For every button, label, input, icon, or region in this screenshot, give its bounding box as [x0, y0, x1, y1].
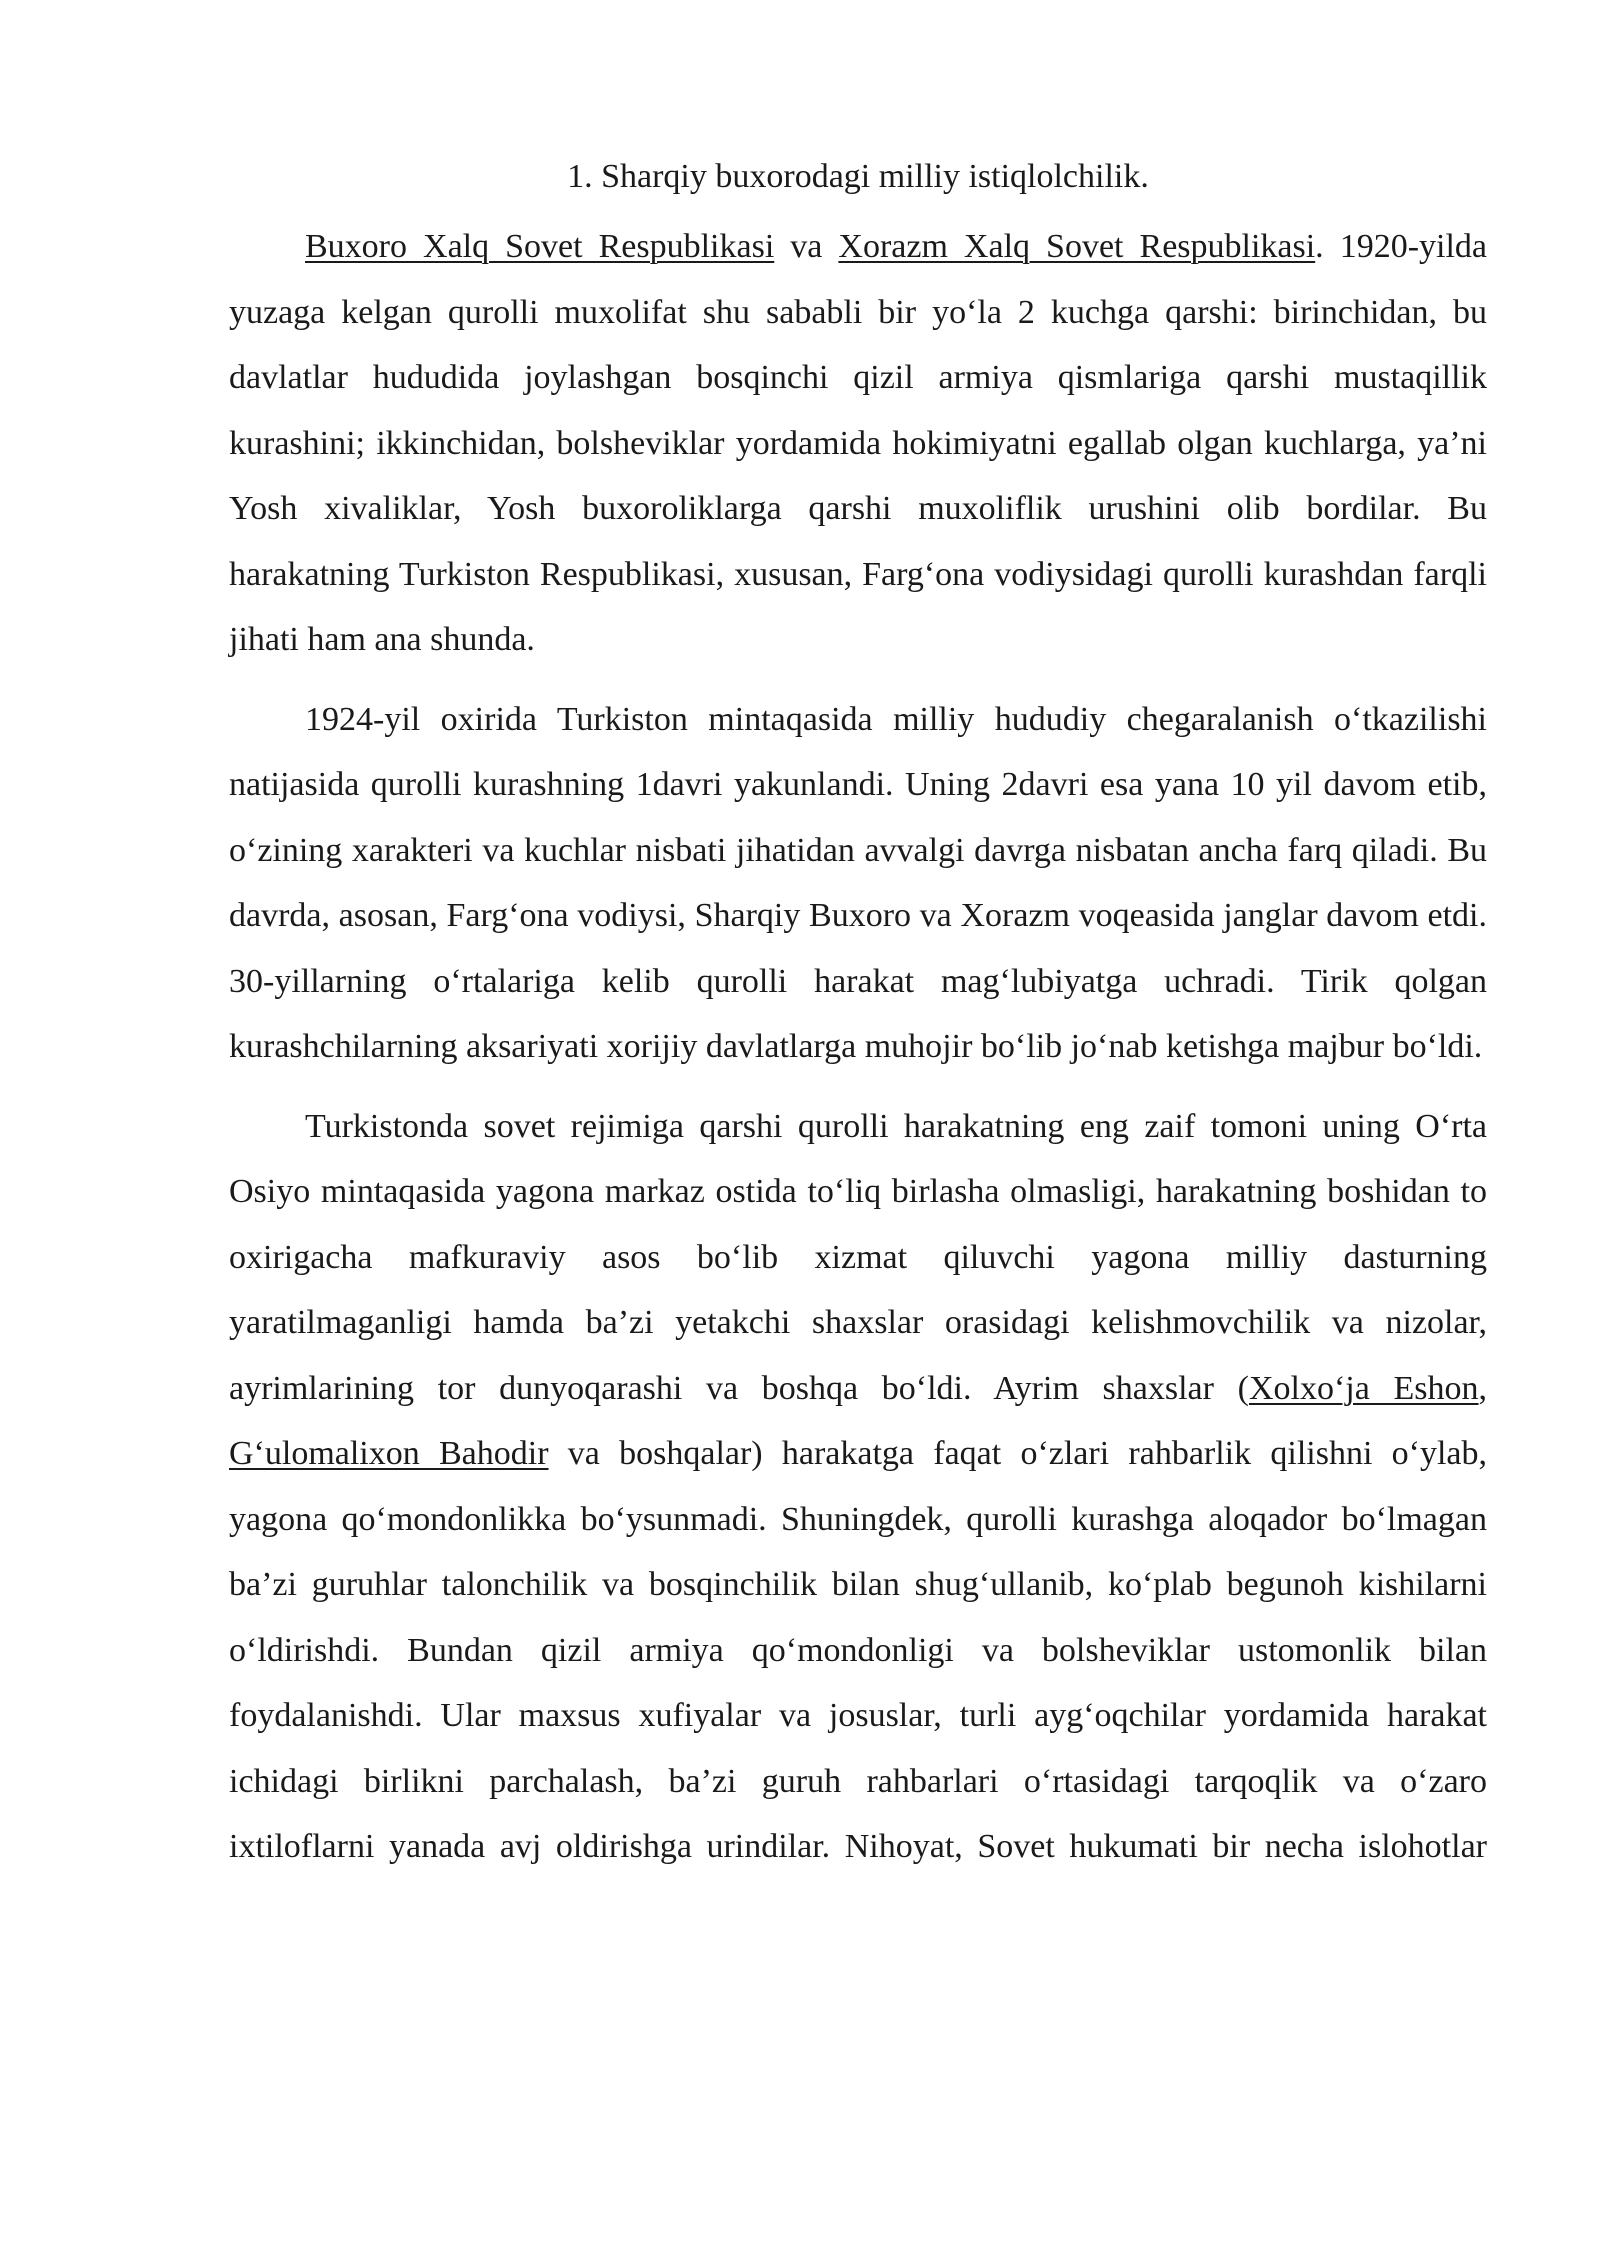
link-buxoro-republic[interactable]: Buxoro Xalq Sovet Respublikasi [305, 228, 775, 265]
document-page [229, 148, 1487, 1894]
paragraph-3 [229, 1094, 1487, 1880]
section-heading: 1. Sharqiy buxorodagi milliy istiqlolchilik. [567, 158, 1149, 195]
paragraph-3-text-b: , [1478, 1369, 1487, 1407]
paragraph-1-text-a: va [774, 228, 839, 265]
paragraph-2: 1924-yil oxirida Turkiston mintaqasida milliy hududiy chegaralanish o‘tkazilishi natijasida qurolli kurashning 1davri yakunlandi. Uning 2davri esa yana 10 yil davom etib, o‘zining xarakteri va kuchlar nisbati jihatidan avvalgi davrga nisbatan ancha farq qiladi. Bu davrda, asosan, Farg‘ona vodiysi, Sharqiy Buxoro va Xorazm voqeasida janglar davom etdi. 30-yillarning o‘rtalariga kelib qurolli harakat mag‘lubiyatga uchradi. Tirik qolgan kurashchilarning aksariyati xorijiy davlatlarga muhojir bo‘lib jo‘nab ketishga majbur bo‘ldi. [229, 700, 1487, 1065]
paragraph-3-text-c: va boshqalar) harakatga faqat o‘zlari rahbarlik qilishni o‘ylab, yagona qo‘mondonlikka bo‘ysunmadi. Shuningdek, qurolli kurashga aloqador bo‘lmagan ba’zi guruhlar talonchilik va bosqinchilik bilan shug‘ullanib, ko‘plab begunoh kishilarni o‘ldirishdi. Bundan qizil armiya qo‘mondonligi va bolsheviklar ustomonlik bilan foydalanishdi. Ular maxsus xufiyalar va josuslar, turli ayg‘oqchilar yordamida harakat ichidagi birlikni parchalash, ba’zi guruh rahbarlari o‘rtasidagi tarqoqlik va o‘zaro ixtiloflarni yanada avj oldirishga urindilar. Nihoyat, Sovet hukumati bir necha islohotlar [229, 1435, 1487, 1865]
link-xolxoja-eshon[interactable]: Xolxo‘ja Eshon [1248, 1369, 1479, 1407]
link-gulomalixon-bahodir[interactable]: G‘ulomalixon Bahodir [229, 1435, 549, 1472]
paragraph-3-text-a: Turkistonda sovet rejimiga qarshi qurolli harakatning eng zaif tomoni uning O‘rta Osiyo mintaqasida yagona markaz ostida to‘liq birlasha olmasligi, harakatning boshidan to oxirigacha mafkuraviy asos bo‘lib xizmat qiluvchi yagona milliy dasturning yaratilmaganligi hamda ba’zi yetakchi shaxslar orasidagi kelishmovchilik va nizolar, ayrimlarining tor dunyoqarashi va boshqa bo‘ldi. Ayrim shaxslar ( [229, 1107, 1487, 1407]
paragraph-1 [229, 214, 1487, 673]
link-xorazm-republic[interactable]: Xorazm Xalq Sovet Respublikasi [838, 228, 1316, 265]
paragraph-1-text-b: . 1920-yilda yuzaga kelgan qurolli muxolifat shu sababli bir yo‘la 2 kuchga qarshi: birinchidan, bu davlatlar hududida joylashgan bosqinchi qizil armiya qismlariga qarshi mustaqillik kurashini; ikkinchidan, bolsheviklar yordamida hokimiyatni egallab olgan kuchlarga, ya’ni Yosh xivaliklar, Yosh buxoroliklarga qarshi muxoliflik urushini olib bordilar. Bu harakatning Turkiston Respublikasi, xususan, Farg‘ona vodiysidagi qurolli kurashdan farqli jihati ham ana shunda. [229, 228, 1487, 658]
